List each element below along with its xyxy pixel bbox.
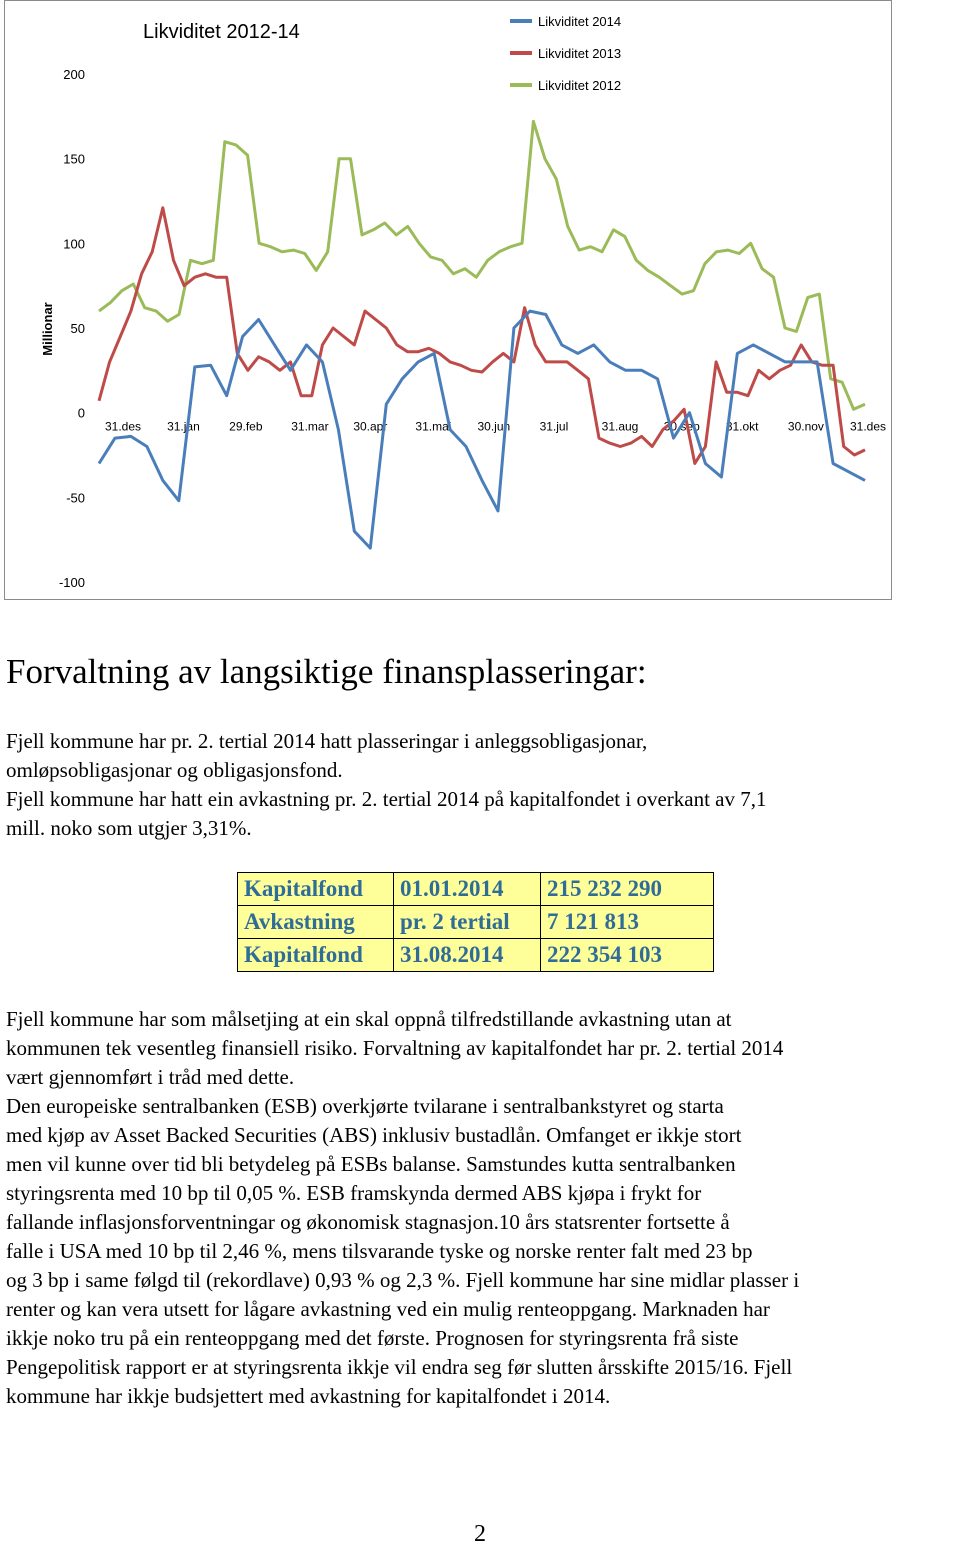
- table-cell: Kapitalfond: [238, 939, 394, 972]
- table-cell: Avkastning: [238, 906, 394, 939]
- x-tick-label: 30.sep: [663, 419, 700, 434]
- table-cell: 7 121 813: [541, 906, 714, 939]
- intro-paragraph: Fjell kommune har pr. 2. tertial 2014 hatt plasseringar i anleggsobligasjonar, omløpsobligasjonar og obligasjonsfond. Fjell kommune har hatt ein avkastning pr. 2. tertial 2014 på kapitalfondet i overkant av 7,1 mill. noko som utgjer 3,31%.: [6, 729, 767, 840]
- liquidity-chart: [4, 0, 892, 600]
- capital-fund-table: [237, 872, 714, 972]
- x-tick-label: 31.jul: [539, 419, 569, 434]
- x-tick-label: 31.mai: [415, 419, 452, 434]
- x-tick-label: 31.aug: [601, 419, 639, 434]
- chart-title: Likviditet 2012-14: [143, 21, 300, 43]
- table-cell: Kapitalfond: [238, 873, 394, 906]
- table-cell: 31.08.2014: [394, 939, 541, 972]
- body-paragraph: Fjell kommune har som målsetjing at ein skal oppnå tilfredstillande avkastning utan at kommunen tek vesentleg finansiell risiko. Forvaltning av kapitalfondet har pr. 2. tertial 2014 vært gjennomført i tråd med dette. Den europeiske sentralbanken (ESB) overkjørte tvilarane i sentralbankstyret og starta med kjøp av Asset Backed Securities (ABS) inklusiv bustadlån. Omfanget er ikkje stort men vil kunne over tid bli betydeleg på ESBs balanse. Samstundes kutta sentralbanken styringsrenta med 10 bp til 0,05 %. ESB framskynda dermed ABS kjøpa i frykt for fallande inflasjonsforventningar og økonomisk stagnasjon.10 års statsrenter fortsette å falle i USA med 10 bp til 2,46 %, mens tilsvarande tyske og norske renter falt med 23 bp og 3 bp i same følgd til (rekordlave) 0,93 % og 2,3 %. Fjell kommune har sine midlar plasser i renter og kan vera utsett for lågare avkastning ved ein mulig renteoppgang. Marknaden har ikkje noko tru på ein renteoppgang med det første. Prognosen for styringsrenta frå siste Pengepolitisk rapport er at styringsrenta ikkje vil endra seg før slutten årsskifte 2015/16. Fjell kommune har ikkje budsjettert med avkastning for kapitalfondet i 2014.: [6, 1007, 800, 1408]
- x-tick-label: 30.jun: [477, 419, 511, 434]
- y-tick-label: 150: [63, 151, 85, 167]
- y-tick-label: -100: [58, 575, 85, 590]
- liquidity-chart-svg: [5, 1, 891, 599]
- table-row: [238, 939, 714, 972]
- table-row: [238, 906, 714, 939]
- x-tick-label: 29.feb: [229, 419, 263, 434]
- y-tick-label: 200: [63, 67, 85, 82]
- chart-legend: [510, 14, 621, 93]
- x-tick-labels: [105, 420, 886, 434]
- y-tick-label: 100: [63, 236, 85, 252]
- table-row: [238, 873, 714, 906]
- x-tick-label: 30.apr: [353, 419, 388, 434]
- legend-label: Likviditet 2014: [538, 14, 622, 29]
- table-cell: 215 232 290: [541, 873, 714, 906]
- x-tick-label: 30.nov: [787, 419, 824, 434]
- table-cell: pr. 2 tertial: [394, 906, 541, 939]
- x-tick-label: 31.des: [850, 419, 887, 434]
- legend-label: Likviditet 2012: [538, 78, 622, 93]
- section-heading: Forvaltning av langsiktige finansplasseringar:: [6, 652, 647, 691]
- y-tick-label: 50: [70, 321, 85, 336]
- series-line-likviditet-2012: [99, 121, 865, 409]
- y-tick-label: 0: [77, 405, 85, 421]
- y-tick-labels: [59, 67, 85, 590]
- x-tick-label: 31.jan: [167, 419, 200, 434]
- table-cell: 01.01.2014: [394, 873, 541, 906]
- legend-label: Likviditet 2013: [538, 46, 622, 61]
- y-tick-label: -50: [66, 490, 85, 506]
- table-cell: 222 354 103: [541, 939, 714, 972]
- series-lines: [99, 121, 865, 548]
- x-tick-label: 31.des: [105, 419, 142, 434]
- page-number: 2: [474, 1521, 486, 1547]
- x-tick-label: 31.mar: [291, 419, 329, 434]
- y-axis-label: Millionar: [40, 302, 55, 356]
- x-tick-label: 31.okt: [725, 419, 759, 434]
